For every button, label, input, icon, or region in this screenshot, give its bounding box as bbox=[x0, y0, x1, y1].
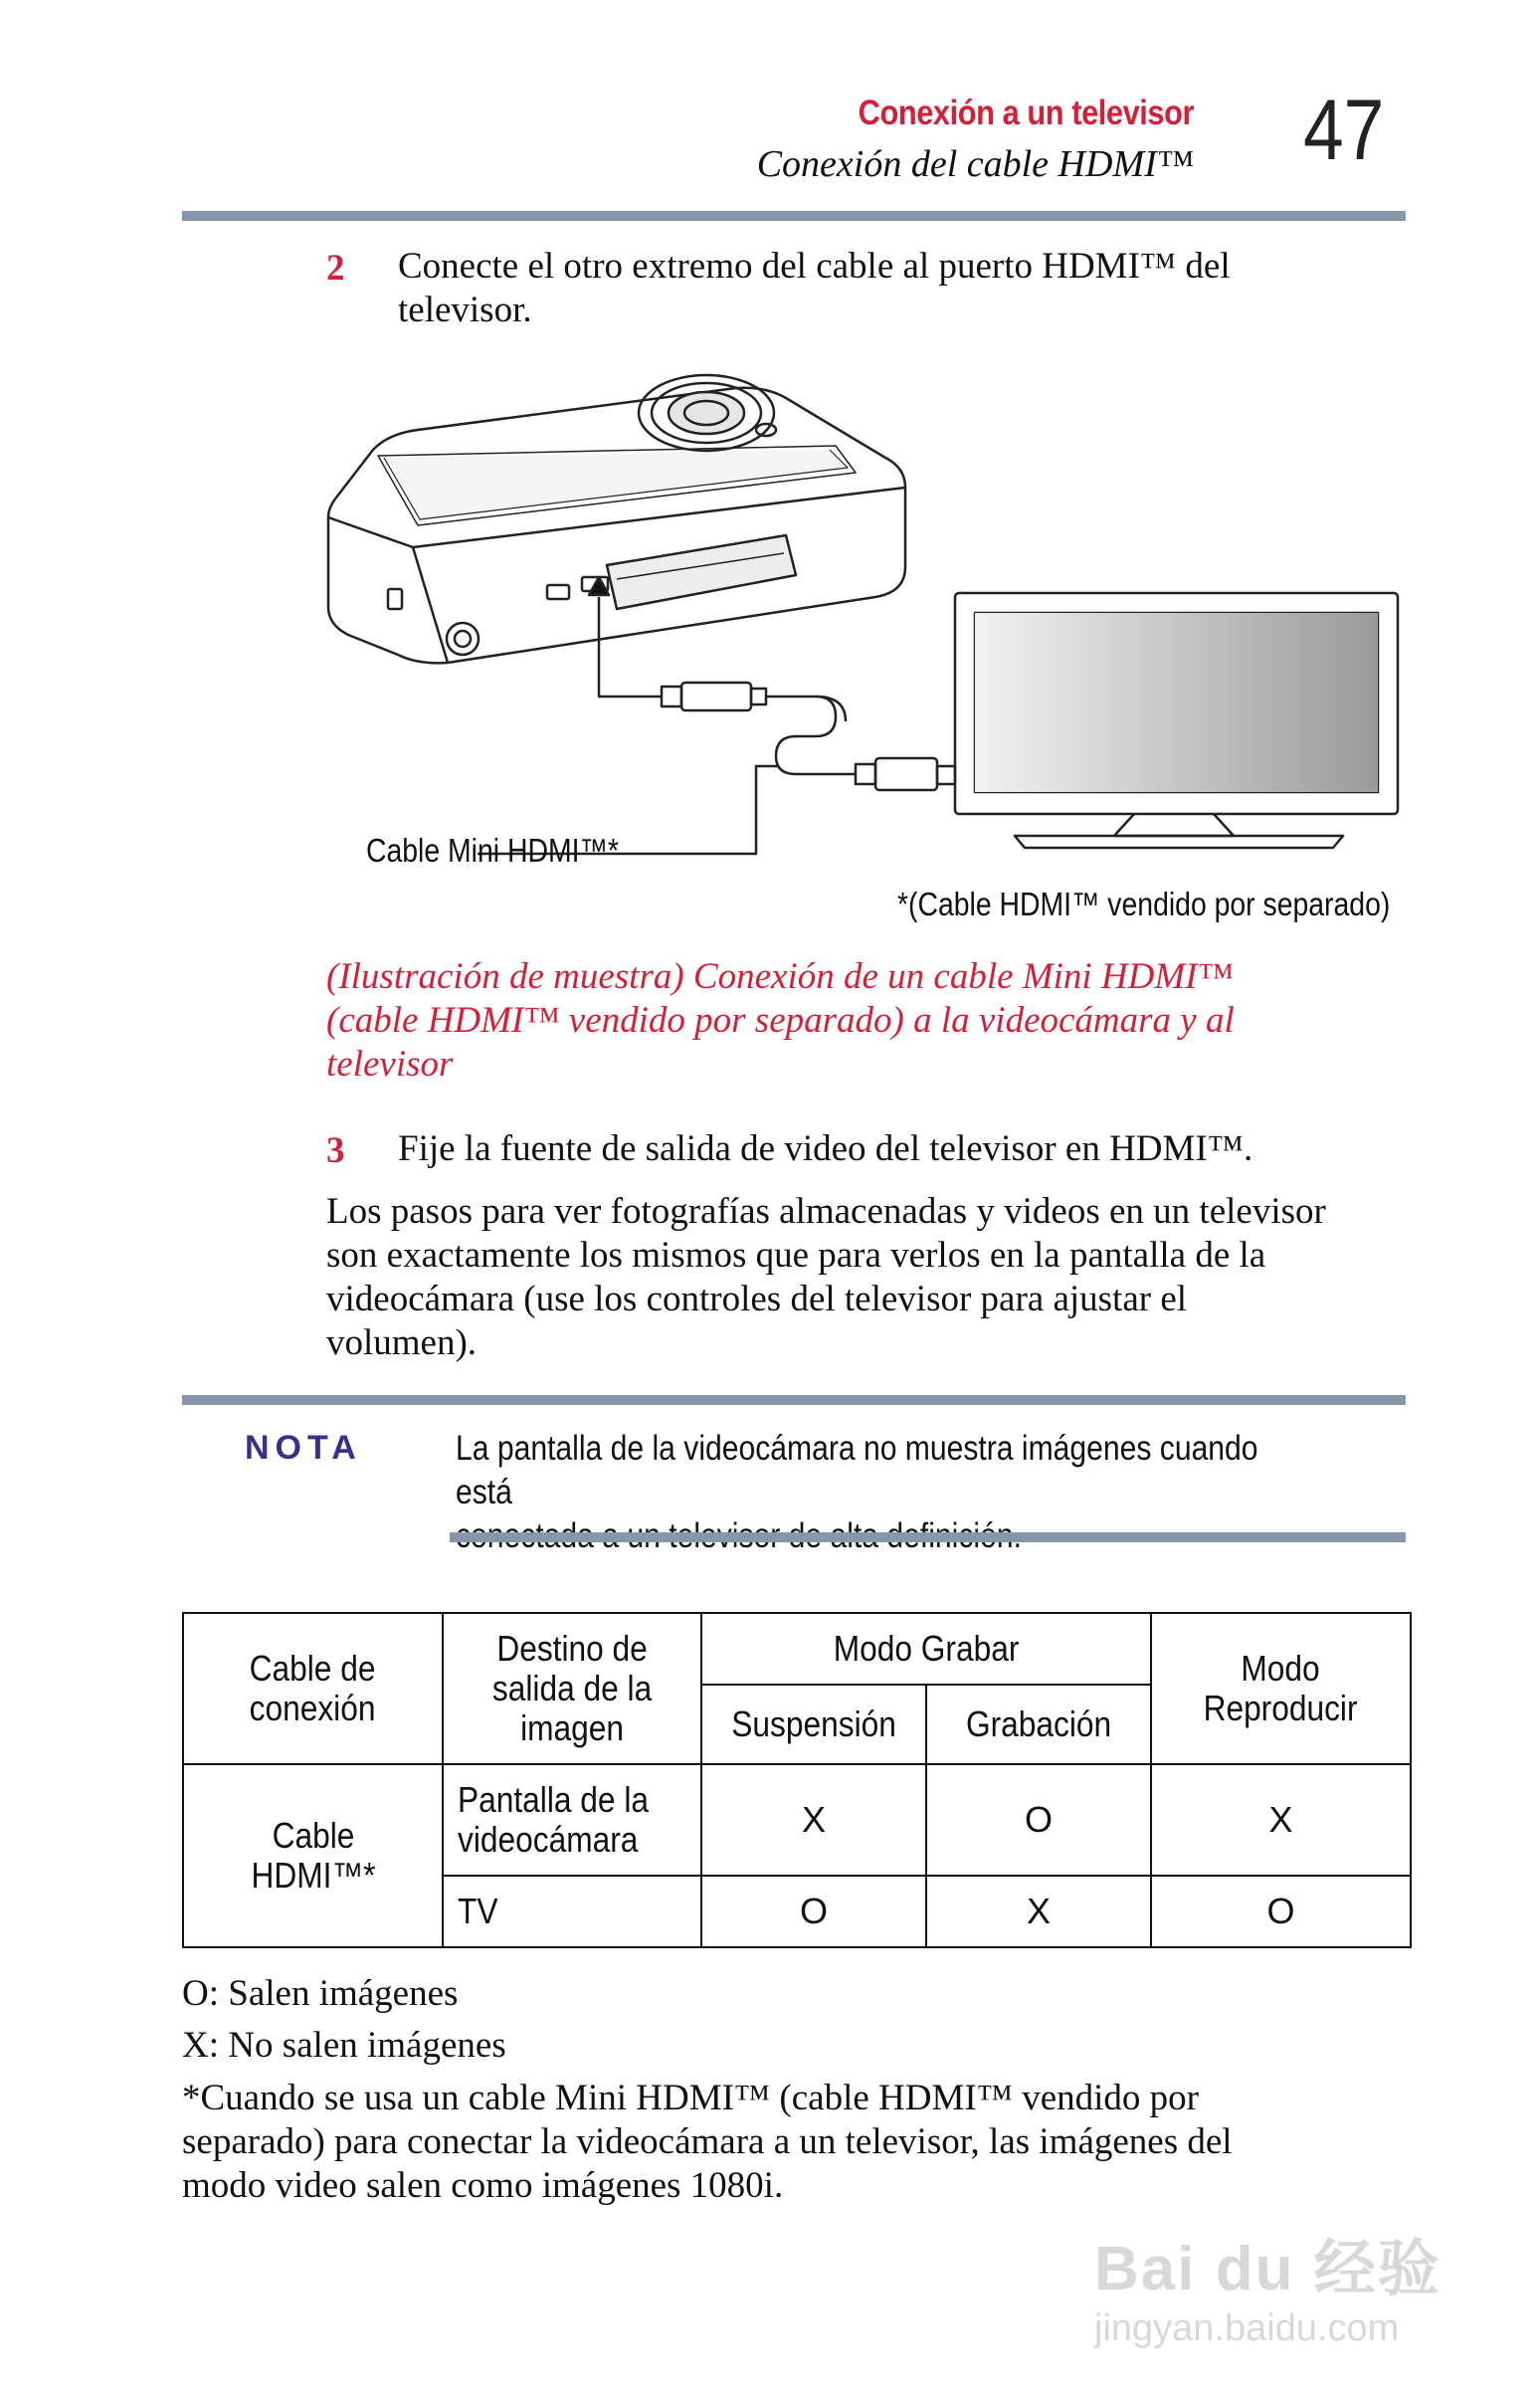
camcorder-body bbox=[328, 388, 905, 664]
step-number: 3 bbox=[326, 1130, 345, 1171]
legend-o: O: Salen imágenes bbox=[182, 1973, 459, 2014]
output-modes-table bbox=[182, 1612, 1412, 1948]
step-number: 2 bbox=[326, 248, 345, 289]
header-connection-cable: Cable de conexión bbox=[183, 1613, 443, 1764]
cell-recording: O bbox=[926, 1764, 1151, 1876]
cell-destination: Pantalla de la videocámara bbox=[443, 1764, 701, 1876]
header-rule bbox=[182, 211, 1406, 221]
legend-x: X: No salen imágenes bbox=[182, 2025, 506, 2066]
cable-label: Cable Mini HDMI™* bbox=[366, 832, 619, 869]
row-group-cable: Cable HDMI™* bbox=[183, 1764, 443, 1947]
paragraph-line: videocámara (use los controles del televisor para ajustar el bbox=[326, 1279, 1188, 1319]
step-text: Fije la fuente de salida de video del televisor en HDMI™. bbox=[398, 1128, 1253, 1169]
page-number: 47 bbox=[1303, 83, 1385, 178]
cell-destination: TV bbox=[443, 1876, 701, 1947]
section-title: Conexión a un televisor bbox=[858, 94, 1194, 132]
paragraph-line: volumen). bbox=[326, 1322, 478, 1363]
table-row bbox=[183, 1764, 1411, 1876]
note-top-rule bbox=[182, 1395, 1406, 1405]
step-text: televisor. bbox=[398, 290, 532, 330]
header-standby: Suspensión bbox=[701, 1685, 926, 1764]
paragraph-line: Los pasos para ver fotografías almacenadas y videos en un televisor bbox=[326, 1191, 1326, 1232]
cell-standby: X bbox=[701, 1764, 926, 1876]
paragraph-line: son exactamente los mismos que para verlos en la pantalla de la bbox=[326, 1235, 1266, 1276]
cell-recording: X bbox=[926, 1876, 1151, 1947]
note-line: La pantalla de la videocámara no muestra imágenes cuando está bbox=[456, 1429, 1258, 1511]
camcorder-tv-connection-illustration bbox=[318, 358, 1413, 876]
cell-standby: O bbox=[701, 1876, 926, 1947]
cable-sold-separately-note: *(Cable HDMI™ vendido por separado) bbox=[897, 886, 1391, 922]
table-footnote: modo video salen como imágenes 1080i. bbox=[182, 2165, 784, 2206]
cell-playback: X bbox=[1151, 1764, 1411, 1876]
step-text: Conecte el otro extremo del cable al puerto HDMI™ del bbox=[398, 246, 1231, 287]
header-recording: Grabación bbox=[926, 1685, 1151, 1764]
baidu-watermark: Bai du 经验 jingyan.baidu.com bbox=[1094, 2235, 1442, 2349]
note-bottom-rule bbox=[450, 1532, 1406, 1542]
table-footnote: separado) para conectar la videocámara a un televisor, las imágenes del bbox=[182, 2121, 1233, 2162]
cell-playback: O bbox=[1151, 1876, 1411, 1947]
figure-caption: (Ilustración de muestra) Conexión de un cable Mini HDMI™ bbox=[326, 956, 1234, 997]
figure-caption: (cable HDMI™ vendido por separado) a la videocámara y al bbox=[326, 1000, 1235, 1041]
figure-caption: televisor bbox=[326, 1044, 454, 1085]
header-record-mode: Modo Grabar bbox=[701, 1613, 1151, 1685]
table-footnote: *Cuando se usa un cable Mini HDMI™ (cable HDMI™ vendido por bbox=[182, 2078, 1199, 2118]
header-output-destination: Destino de salida de la imagen bbox=[443, 1613, 701, 1764]
note-label: NOTA bbox=[245, 1429, 362, 1467]
header-playback-mode: Modo Reproducir bbox=[1151, 1613, 1411, 1764]
subsection-title: Conexión del cable HDMI™ bbox=[756, 143, 1194, 185]
